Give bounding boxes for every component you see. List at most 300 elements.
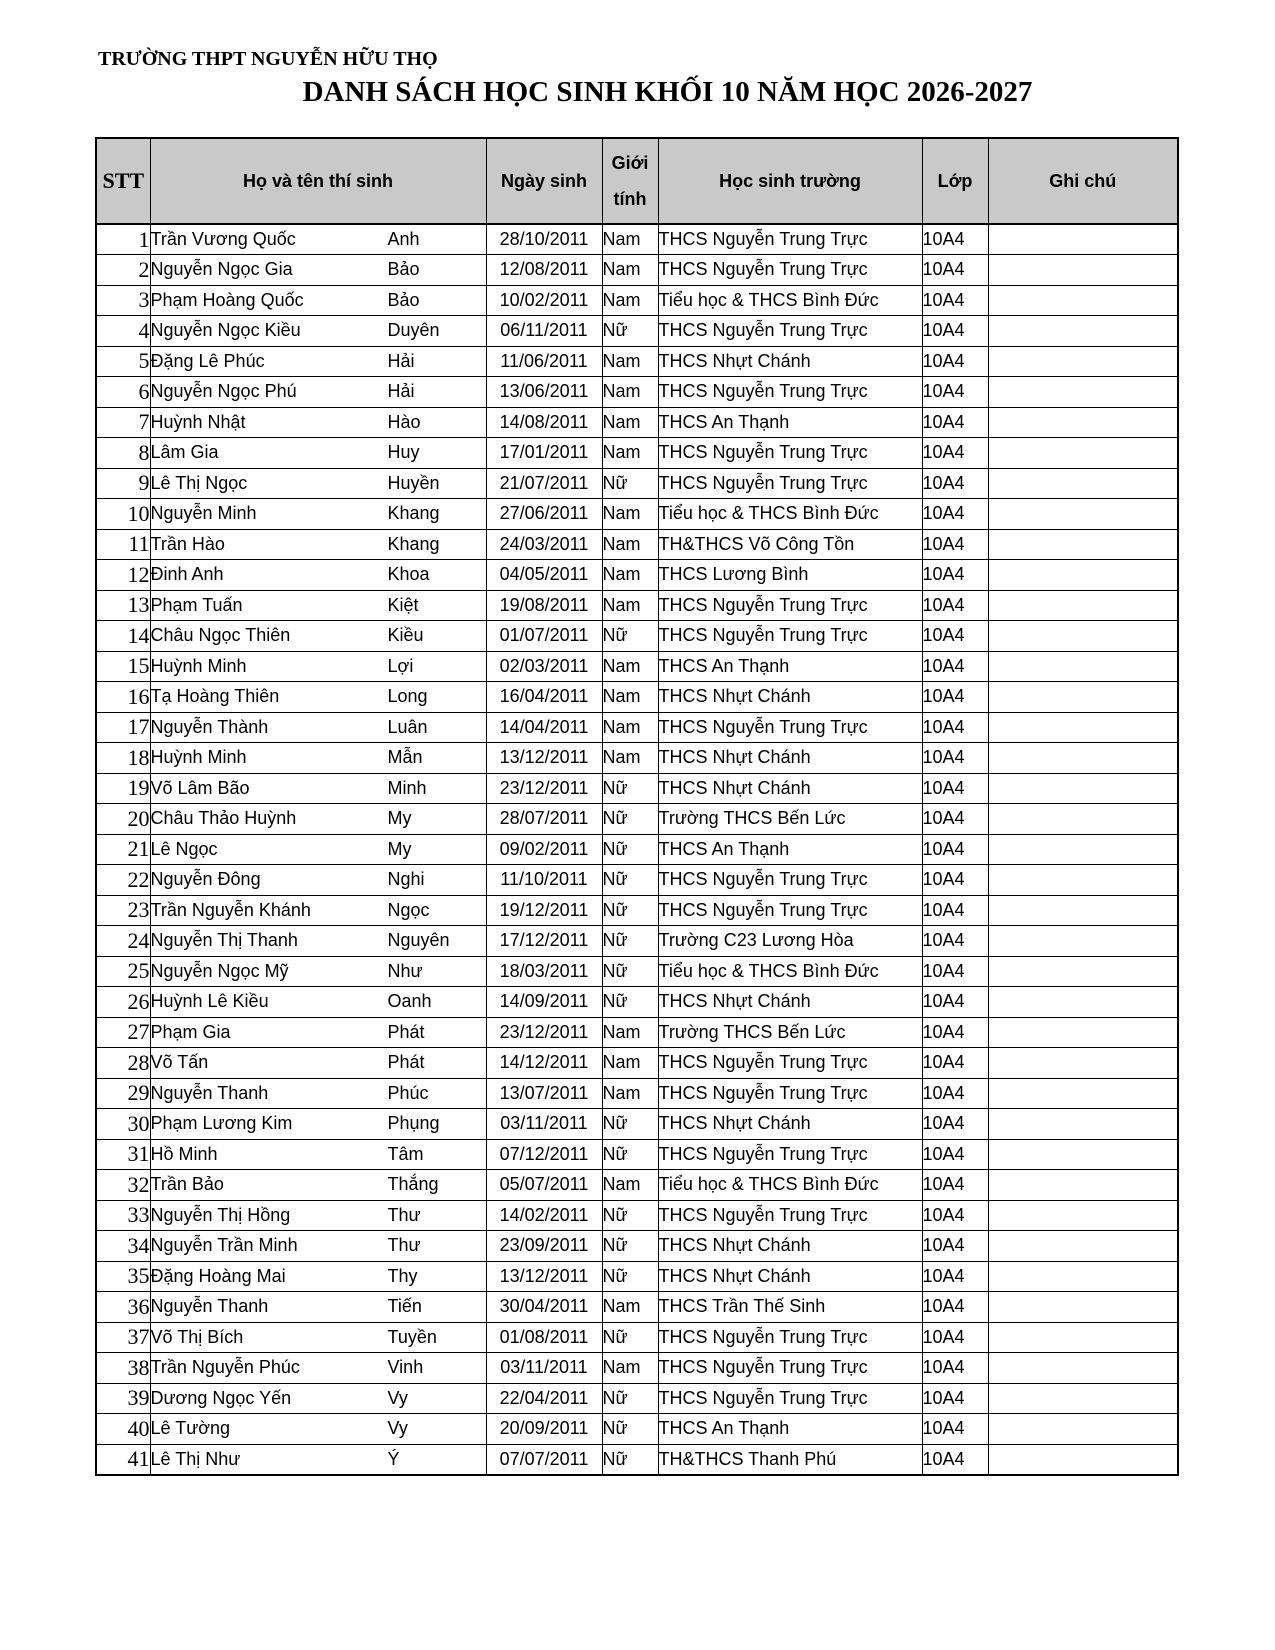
cell-gender: Nữ: [602, 926, 658, 957]
cell-school: THCS Nguyễn Trung Trực: [658, 1200, 922, 1231]
cell-stt: 32: [96, 1170, 150, 1201]
cell-gender: Nam: [602, 1078, 658, 1109]
cell-note: [988, 1200, 1178, 1231]
cell-name: [150, 1414, 486, 1445]
cell-note: [988, 956, 1178, 987]
cell-given-name: Ngọc: [387, 899, 430, 920]
cell-note: [988, 1048, 1178, 1079]
cell-name: [150, 1078, 486, 1109]
cell-stt: 23: [96, 895, 150, 926]
cell-name: [150, 956, 486, 987]
cell-dob: 14/04/2011: [486, 712, 602, 743]
cell-given-name: Long: [387, 686, 428, 707]
cell-stt: 8: [96, 438, 150, 469]
cell-school: TH&THCS Thanh Phú: [658, 1444, 922, 1475]
cell-family-name: Lê Thị Như: [150, 1448, 241, 1469]
cell-family-name: Đặng Hoàng Mai: [150, 1265, 286, 1286]
cell-given-name: Kiều: [387, 625, 424, 646]
cell-gender: Nam: [602, 1353, 658, 1384]
cell-dob: 11/06/2011: [486, 346, 602, 377]
cell-class: 10A4: [922, 1444, 988, 1475]
cell-school: THCS Nhựt Chánh: [658, 987, 922, 1018]
cell-name: [150, 1231, 486, 1262]
cell-stt: 14: [96, 621, 150, 652]
table-row: [96, 1353, 1178, 1384]
cell-stt: 29: [96, 1078, 150, 1109]
table-row: [96, 255, 1178, 286]
cell-family-name: Trần Hào: [150, 533, 225, 554]
cell-given-name: Thắng: [387, 1174, 439, 1195]
cell-class: 10A4: [922, 712, 988, 743]
cell-given-name: Khang: [387, 533, 440, 554]
cell-class: 10A4: [922, 346, 988, 377]
cell-school: THCS Nhựt Chánh: [658, 773, 922, 804]
cell-family-name: Nguyễn Ngọc Phú: [150, 381, 297, 402]
cell-stt: 9: [96, 468, 150, 499]
cell-stt: 28: [96, 1048, 150, 1079]
table-row: [96, 987, 1178, 1018]
cell-gender: Nam: [602, 438, 658, 469]
cell-class: 10A4: [922, 560, 988, 591]
table-row: [96, 1048, 1178, 1079]
cell-class: 10A4: [922, 743, 988, 774]
cell-family-name: Lê Ngọc: [150, 838, 218, 859]
table-row: [96, 529, 1178, 560]
cell-note: [988, 804, 1178, 835]
table-row: [96, 1109, 1178, 1140]
cell-family-name: Huỳnh Lê Kiều: [150, 991, 269, 1012]
cell-family-name: Nguyễn Thành: [150, 716, 269, 737]
student-table: [95, 137, 1179, 1476]
cell-name: [150, 1200, 486, 1231]
cell-dob: 23/12/2011: [486, 1017, 602, 1048]
cell-stt: 12: [96, 560, 150, 591]
cell-name: [150, 865, 486, 896]
cell-note: [988, 773, 1178, 804]
cell-name: [150, 987, 486, 1018]
cell-name: [150, 1383, 486, 1414]
cell-dob: 22/04/2011: [486, 1383, 602, 1414]
cell-given-name: Khoa: [387, 564, 430, 585]
cell-given-name: Nghi: [387, 869, 425, 890]
cell-name: [150, 773, 486, 804]
cell-family-name: Châu Thảo Huỳnh: [150, 808, 297, 829]
cell-given-name: Phúc: [387, 1082, 429, 1103]
cell-dob: 21/07/2011: [486, 468, 602, 499]
cell-class: 10A4: [922, 621, 988, 652]
cell-class: 10A4: [922, 529, 988, 560]
table-row: [96, 1322, 1178, 1353]
cell-gender: Nữ: [602, 468, 658, 499]
cell-gender: Nam: [602, 682, 658, 713]
cell-name: [150, 1261, 486, 1292]
cell-class: 10A4: [922, 224, 988, 255]
cell-class: 10A4: [922, 773, 988, 804]
cell-class: 10A4: [922, 1139, 988, 1170]
cell-gender: Nam: [602, 255, 658, 286]
cell-class: 10A4: [922, 1078, 988, 1109]
cell-gender: Nữ: [602, 1322, 658, 1353]
cell-school: THCS Nguyễn Trung Trực: [658, 468, 922, 499]
table-row: [96, 346, 1178, 377]
cell-given-name: Vinh: [387, 1357, 424, 1378]
cell-stt: 18: [96, 743, 150, 774]
table-row: [96, 651, 1178, 682]
cell-dob: 17/12/2011: [486, 926, 602, 957]
cell-note: [988, 743, 1178, 774]
cell-class: 10A4: [922, 590, 988, 621]
table-row: [96, 1200, 1178, 1231]
cell-dob: 28/07/2011: [486, 804, 602, 835]
col-header-note: Ghi chú: [988, 138, 1178, 224]
cell-given-name: Hào: [387, 411, 421, 432]
cell-dob: 14/12/2011: [486, 1048, 602, 1079]
cell-dob: 06/11/2011: [486, 316, 602, 347]
cell-class: 10A4: [922, 438, 988, 469]
cell-gender: Nữ: [602, 1414, 658, 1445]
cell-stt: 5: [96, 346, 150, 377]
cell-given-name: Vy: [387, 1418, 408, 1439]
cell-class: 10A4: [922, 1292, 988, 1323]
cell-given-name: Luân: [387, 716, 428, 737]
cell-dob: 07/07/2011: [486, 1444, 602, 1475]
cell-stt: 16: [96, 682, 150, 713]
cell-family-name: Phạm Tuấn: [150, 594, 243, 615]
col-header-stt: STT: [96, 138, 150, 224]
table-row: [96, 1231, 1178, 1262]
cell-note: [988, 1109, 1178, 1140]
cell-given-name: Huy: [387, 442, 420, 463]
cell-note: [988, 926, 1178, 957]
cell-dob: 18/03/2011: [486, 956, 602, 987]
cell-family-name: Võ Lâm Bão: [150, 777, 250, 798]
cell-class: 10A4: [922, 1383, 988, 1414]
cell-family-name: Đinh Anh: [150, 564, 224, 585]
cell-school: Tiểu học & THCS Bình Đức: [658, 499, 922, 530]
cell-gender: Nam: [602, 224, 658, 255]
cell-note: [988, 712, 1178, 743]
cell-school: THCS Nhựt Chánh: [658, 1109, 922, 1140]
cell-dob: 27/06/2011: [486, 499, 602, 530]
cell-name: [150, 1444, 486, 1475]
cell-school: THCS Nguyễn Trung Trực: [658, 621, 922, 652]
cell-stt: 13: [96, 590, 150, 621]
cell-gender: Nam: [602, 529, 658, 560]
cell-class: 10A4: [922, 407, 988, 438]
table-row: [96, 804, 1178, 835]
table-row: [96, 1017, 1178, 1048]
cell-gender: Nữ: [602, 865, 658, 896]
cell-stt: 1: [96, 224, 150, 255]
cell-class: 10A4: [922, 895, 988, 926]
cell-family-name: Nguyễn Đông: [150, 869, 261, 890]
cell-note: [988, 651, 1178, 682]
cell-note: [988, 1170, 1178, 1201]
cell-dob: 16/04/2011: [486, 682, 602, 713]
table-row: [96, 407, 1178, 438]
cell-name: [150, 1139, 486, 1170]
table-row: [96, 682, 1178, 713]
col-header-school: Học sinh trường: [658, 138, 922, 224]
cell-school: THCS An Thạnh: [658, 651, 922, 682]
cell-given-name: Bảo: [387, 259, 420, 280]
cell-gender: Nam: [602, 377, 658, 408]
cell-class: 10A4: [922, 377, 988, 408]
cell-class: 10A4: [922, 865, 988, 896]
school-name: TRƯỜNG THPT NGUYỄN HỮU THỌ: [98, 48, 438, 70]
table-row: [96, 468, 1178, 499]
cell-family-name: Nguyễn Ngọc Kiều: [150, 320, 301, 341]
cell-gender: Nữ: [602, 1261, 658, 1292]
cell-family-name: Huỳnh Minh: [150, 747, 247, 768]
table-row: [96, 1292, 1178, 1323]
cell-school: THCS Nguyễn Trung Trực: [658, 224, 922, 255]
cell-stt: 4: [96, 316, 150, 347]
cell-family-name: Nguyễn Minh: [150, 503, 257, 524]
cell-given-name: Anh: [387, 229, 420, 249]
cell-gender: Nữ: [602, 1231, 658, 1262]
cell-note: [988, 316, 1178, 347]
cell-family-name: Phạm Hoàng Quốc: [150, 289, 304, 310]
cell-note: [988, 1444, 1178, 1475]
cell-dob: 01/08/2011: [486, 1322, 602, 1353]
cell-dob: 02/03/2011: [486, 651, 602, 682]
cell-note: [988, 346, 1178, 377]
table-row: [96, 895, 1178, 926]
cell-school: THCS An Thạnh: [658, 834, 922, 865]
cell-stt: 33: [96, 1200, 150, 1231]
cell-stt: 20: [96, 804, 150, 835]
cell-family-name: Nguyễn Thanh: [150, 1296, 269, 1317]
cell-dob: 13/12/2011: [486, 743, 602, 774]
cell-class: 10A4: [922, 1170, 988, 1201]
cell-stt: 10: [96, 499, 150, 530]
cell-class: 10A4: [922, 1322, 988, 1353]
cell-given-name: Phụng: [387, 1113, 440, 1134]
cell-gender: Nam: [602, 1048, 658, 1079]
table-row: [96, 438, 1178, 469]
cell-given-name: Lợi: [387, 655, 414, 676]
cell-family-name: Phạm Lương Kim: [150, 1113, 293, 1134]
cell-dob: 17/01/2011: [486, 438, 602, 469]
cell-class: 10A4: [922, 468, 988, 499]
cell-gender: Nữ: [602, 1109, 658, 1140]
table-row: [96, 621, 1178, 652]
table-row: [96, 1414, 1178, 1445]
cell-stt: 35: [96, 1261, 150, 1292]
cell-gender: Nữ: [602, 834, 658, 865]
table-row: [96, 1139, 1178, 1170]
cell-given-name: Thư: [387, 1204, 421, 1225]
cell-name: [150, 346, 486, 377]
cell-name: [150, 651, 486, 682]
cell-name: [150, 438, 486, 469]
cell-given-name: Minh: [387, 777, 427, 798]
cell-note: [988, 621, 1178, 652]
cell-family-name: Nguyễn Thị Thanh: [150, 930, 298, 951]
cell-school: Tiểu học & THCS Bình Đức: [658, 1170, 922, 1201]
cell-gender: Nam: [602, 1170, 658, 1201]
cell-gender: Nữ: [602, 1139, 658, 1170]
table-row: [96, 926, 1178, 957]
cell-school: THCS Nguyễn Trung Trực: [658, 316, 922, 347]
cell-name: [150, 255, 486, 286]
cell-dob: 11/10/2011: [486, 865, 602, 896]
table-row: [96, 1078, 1178, 1109]
cell-gender: Nữ: [602, 1444, 658, 1475]
cell-given-name: Thư: [387, 1235, 421, 1256]
cell-gender: Nam: [602, 651, 658, 682]
cell-gender: Nam: [602, 560, 658, 591]
cell-name: [150, 895, 486, 926]
cell-gender: Nữ: [602, 1200, 658, 1231]
cell-given-name: Vy: [387, 1387, 408, 1408]
cell-family-name: Nguyễn Trần Minh: [150, 1235, 298, 1256]
cell-class: 10A4: [922, 1353, 988, 1384]
cell-family-name: Lê Thị Ngọc: [150, 472, 248, 493]
cell-dob: 13/12/2011: [486, 1261, 602, 1292]
cell-stt: 36: [96, 1292, 150, 1323]
cell-dob: 24/03/2011: [486, 529, 602, 560]
cell-dob: 14/08/2011: [486, 407, 602, 438]
cell-note: [988, 1353, 1178, 1384]
cell-note: [988, 1017, 1178, 1048]
cell-note: [988, 1292, 1178, 1323]
cell-given-name: Bảo: [387, 289, 420, 310]
cell-stt: 37: [96, 1322, 150, 1353]
cell-name: [150, 804, 486, 835]
cell-school: Trường THCS Bến Lức: [658, 1017, 922, 1048]
cell-class: 10A4: [922, 1414, 988, 1445]
table-row: [96, 1261, 1178, 1292]
cell-school: THCS Lương Bình: [658, 560, 922, 591]
cell-school: THCS Nhựt Chánh: [658, 743, 922, 774]
cell-dob: 01/07/2011: [486, 621, 602, 652]
cell-name: [150, 590, 486, 621]
cell-gender: Nữ: [602, 987, 658, 1018]
cell-class: 10A4: [922, 285, 988, 316]
cell-given-name: Phát: [387, 1052, 425, 1073]
cell-school: THCS Nguyễn Trung Trực: [658, 712, 922, 743]
cell-school: Tiểu học & THCS Bình Đức: [658, 285, 922, 316]
cell-class: 10A4: [922, 834, 988, 865]
cell-name: [150, 1292, 486, 1323]
cell-name: [150, 377, 486, 408]
cell-name: [150, 743, 486, 774]
cell-school: THCS Nguyễn Trung Trực: [658, 377, 922, 408]
cell-name: [150, 1353, 486, 1384]
cell-school: THCS Nguyễn Trung Trực: [658, 1048, 922, 1079]
cell-given-name: Tâm: [387, 1143, 424, 1164]
cell-note: [988, 438, 1178, 469]
cell-name: [150, 1048, 486, 1079]
cell-family-name: Nguyễn Ngọc Mỹ: [150, 960, 289, 981]
cell-school: THCS Nguyễn Trung Trực: [658, 895, 922, 926]
cell-dob: 23/09/2011: [486, 1231, 602, 1262]
cell-note: [988, 834, 1178, 865]
cell-family-name: Phạm Gia: [150, 1021, 231, 1042]
cell-dob: 13/07/2011: [486, 1078, 602, 1109]
cell-school: THCS Nguyễn Trung Trực: [658, 1322, 922, 1353]
table-row: [96, 1170, 1178, 1201]
cell-dob: 03/11/2011: [486, 1109, 602, 1140]
cell-dob: 12/08/2011: [486, 255, 602, 286]
cell-school: Tiểu học & THCS Bình Đức: [658, 956, 922, 987]
cell-family-name: Nguyễn Ngọc Gia: [150, 259, 293, 280]
cell-note: [988, 1414, 1178, 1445]
cell-given-name: My: [387, 838, 412, 859]
cell-gender: Nữ: [602, 804, 658, 835]
table-row: [96, 560, 1178, 591]
cell-name: [150, 285, 486, 316]
cell-note: [988, 1139, 1178, 1170]
cell-school: THCS Nhựt Chánh: [658, 682, 922, 713]
cell-name: [150, 529, 486, 560]
cell-given-name: Hải: [387, 381, 415, 402]
cell-given-name: Nguyên: [387, 930, 450, 951]
cell-stt: 38: [96, 1353, 150, 1384]
cell-school: Trường THCS Bến Lức: [658, 804, 922, 835]
cell-given-name: Mẫn: [387, 747, 423, 768]
cell-class: 10A4: [922, 1017, 988, 1048]
cell-note: [988, 377, 1178, 408]
cell-family-name: Trần Vương Quốc: [150, 229, 296, 249]
cell-name: [150, 621, 486, 652]
col-header-gender: Giới tính: [602, 138, 658, 224]
cell-gender: Nữ: [602, 895, 658, 926]
cell-given-name: Kiệt: [387, 594, 419, 615]
cell-note: [988, 255, 1178, 286]
table-row: [96, 1444, 1178, 1475]
cell-given-name: Như: [387, 960, 423, 981]
col-header-dob: Ngày sinh: [486, 138, 602, 224]
cell-school: THCS Nguyễn Trung Trực: [658, 1353, 922, 1384]
cell-class: 10A4: [922, 316, 988, 347]
cell-stt: 3: [96, 285, 150, 316]
table-row: [96, 865, 1178, 896]
cell-stt: 24: [96, 926, 150, 957]
cell-school: TH&THCS Võ Công Tồn: [658, 529, 922, 560]
cell-stt: 7: [96, 407, 150, 438]
cell-class: 10A4: [922, 804, 988, 835]
table-row: [96, 712, 1178, 743]
table-row: [96, 499, 1178, 530]
table-row: [96, 743, 1178, 774]
table-row: [96, 316, 1178, 347]
cell-school: THCS Trần Thế Sinh: [658, 1292, 922, 1323]
cell-class: 10A4: [922, 1261, 988, 1292]
cell-class: 10A4: [922, 651, 988, 682]
cell-note: [988, 499, 1178, 530]
cell-stt: 6: [96, 377, 150, 408]
cell-school: THCS An Thạnh: [658, 407, 922, 438]
cell-gender: Nam: [602, 499, 658, 530]
cell-stt: 39: [96, 1383, 150, 1414]
cell-name: [150, 499, 486, 530]
cell-family-name: Võ Tấn: [150, 1052, 209, 1073]
cell-class: 10A4: [922, 1048, 988, 1079]
cell-gender: Nữ: [602, 316, 658, 347]
cell-family-name: Huỳnh Minh: [150, 655, 247, 676]
cell-gender: Nam: [602, 743, 658, 774]
cell-dob: 30/04/2011: [486, 1292, 602, 1323]
cell-class: 10A4: [922, 682, 988, 713]
cell-note: [988, 407, 1178, 438]
table-header-row: [96, 138, 1178, 224]
cell-stt: 30: [96, 1109, 150, 1140]
cell-name: [150, 682, 486, 713]
cell-name: [150, 560, 486, 591]
